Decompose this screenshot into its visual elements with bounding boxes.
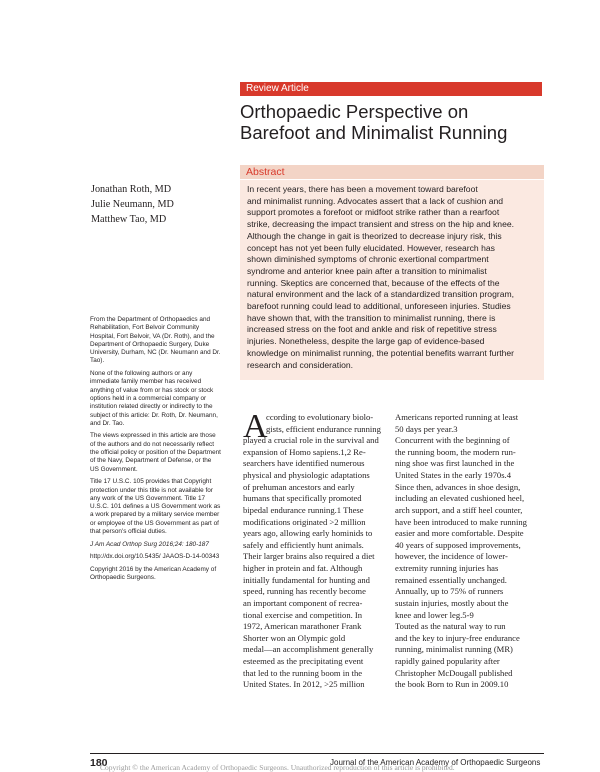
body-line: years ago, allowing early hominids to xyxy=(243,528,373,539)
disclosure: None of the following authors or any immediate family member has received anything of value from or has stock or stock options held in a commercial company or institution related directly or indirectly to the subject of this article: Dr. Roth, Dr. Neumann, and Dr. Tao. xyxy=(90,370,218,427)
body-line: the running boom, the modern run- xyxy=(395,446,516,457)
body-line: expansion of Homo sapiens.1,2 Re- xyxy=(243,446,366,457)
body-line: ccording to evolutionary biolo- xyxy=(266,412,374,422)
abstract-line: strike, decreasing the impact transient and stress on the hip and knee. xyxy=(247,219,515,230)
body-line: played a crucial role in the survival and xyxy=(243,435,379,446)
body-line: the book Born to Run in 2009.10 xyxy=(395,679,509,690)
body-line: sustain injuries, mostly about the xyxy=(395,597,509,608)
author-list xyxy=(91,183,174,227)
body-line: initially fundamental for hunting and xyxy=(243,574,370,585)
body-line: extremity running injuries has xyxy=(395,563,499,574)
abstract-line: increased stress on the foot and ankle and risk of repetitive stress xyxy=(247,324,497,335)
abstract-line: knowledge on minimalist running, the potential benefits warrant further xyxy=(247,347,515,358)
body-line: tional exercise and competition. In xyxy=(243,609,363,620)
body-line: Since then, advances in shoe design, xyxy=(395,481,521,492)
abstract-label: Abstract xyxy=(246,166,285,178)
citation: J Am Acad Orthop Surg 2016;24: 180-187 xyxy=(90,540,209,548)
author-name: Jonathan Roth, MD xyxy=(91,184,172,195)
footer-rule xyxy=(90,753,544,754)
body-line: 40 years of supposed improvements, xyxy=(395,539,521,550)
body-line: of prehuman ancestors and early xyxy=(243,481,355,492)
body-line: knee and lower leg.5-9 xyxy=(395,609,474,620)
body-line: running, minimalist running (MR) xyxy=(395,644,513,655)
body-line: remained essentially unchanged. xyxy=(395,574,507,585)
body-line: 50 days per year.3 xyxy=(395,423,458,434)
body-line: Shorter won an Olympic gold xyxy=(243,632,346,643)
body-line: medal—an accomplishment generally xyxy=(243,644,374,655)
body-line: searchers have identified numerous xyxy=(243,458,365,469)
abstract-line: research and consideration. xyxy=(247,359,354,370)
body-line: have been introduced to make running xyxy=(395,516,527,527)
drop-cap: A xyxy=(243,408,268,445)
abstract-line: shown diminished symptoms of chronic exertional compartment xyxy=(247,254,489,265)
body-line: Americans reported running at least xyxy=(395,412,519,422)
abstract-line: and minimalist running. Advocates assert that a lack of cushion and xyxy=(247,195,504,206)
body-line: however, the incidence of lower- xyxy=(395,551,508,562)
body-line: higher in protein and fat. Although xyxy=(243,563,363,574)
body-line: physical and physiologic adaptations xyxy=(243,470,370,481)
body-line: an important component of recrea- xyxy=(243,597,363,608)
title-line: Barefoot and Minimalist Running xyxy=(240,122,508,143)
body-line: United States in the early 1970s.4 xyxy=(395,470,511,481)
abstract-line: In recent years, there has been a movement toward barefoot xyxy=(247,184,478,194)
copyright-notice: Copyright 2016 by the American Academy of Orthopaedic Surgeons. xyxy=(90,565,217,582)
body-line: modifications originated >2 million xyxy=(243,516,366,527)
body-line: safely and efficiently hunt animals. xyxy=(243,539,364,550)
copyright-footer: Copyright © the American Academy of Orthopaedic Surgeons. Unauthorized reproduction of this article is prohibited. xyxy=(100,763,455,772)
author-name: Matthew Tao, MD xyxy=(91,213,167,225)
abstract-line: concept has not yet been fully elucidated. However, research has xyxy=(247,242,495,253)
body-line: easier and more comfortable. Despite xyxy=(395,528,524,539)
body-line: esteemed as the precipitating event xyxy=(243,656,364,667)
body-line: arch support, and a stiff heel counter, xyxy=(395,504,523,515)
body-line: rapidly gained popularity after xyxy=(395,656,500,667)
abstract-line: syndrome and anterior knee pain after a transition to minimalist xyxy=(247,265,487,276)
abstract-line: have shown that, with the transition to minimalist running, there is xyxy=(247,312,496,323)
body-line: gists, efficient endurance running xyxy=(266,423,381,434)
journal-name: Journal of the American Academy of Orthopaedic Surgeons xyxy=(330,758,541,767)
article-title xyxy=(240,101,560,143)
author-name: Julie Neumann, MD xyxy=(91,198,174,210)
body-line: Their larger brains also required a diet xyxy=(243,551,375,562)
title-line: Orthopaedic Perspective on xyxy=(240,101,469,122)
abstract-line: running. Skeptics are concerned that, because of the effects of the xyxy=(247,277,500,288)
body-line: Touted as the natural way to run xyxy=(395,621,506,632)
body-line: speed, running has recently become xyxy=(243,586,366,597)
abstract-line: injuries. Nonetheless, despite the large gap of evidence-based xyxy=(247,336,485,347)
abstract-line: Although the change in gait is theorized to decrease injury risk, this xyxy=(247,230,502,241)
body-line: that led to the running boom in the xyxy=(243,667,363,678)
doi-link[interactable]: http://dx.doi.org/10.5435/ JAAOS-D-14-00343 xyxy=(90,553,220,561)
abstract-line: support promotes a forefoot or midfoot strike rather than a rearfoot xyxy=(247,207,500,218)
disclaimer: The views expressed in this article are those of the authors and do not necessarily reflect the official policy or position of the Department of the Navy, Department of Defense, or the US Government. xyxy=(90,432,221,473)
body-line: Christopher McDougall published xyxy=(395,667,513,678)
body-line: and the key to injury-free endurance xyxy=(395,632,520,643)
affiliation-sidebar xyxy=(90,316,222,587)
abstract-line: natural environment and the lack of a standardized transition program, xyxy=(247,289,515,300)
body-line: humans that specifically promoted xyxy=(243,493,362,504)
copyright-statute: Title 17 U.S.C. 105 provides that Copyright protection under this title is not available for any work of the US Government. Title 17 U.S.C. 101 defines a US Government work as a work prepared by a military service member or employee of the US Government as part of that person's official duties. xyxy=(90,478,221,536)
affiliations: From the Department of Orthopaedics and Rehabilitation, Fort Belvoir Community Hospital, Fort Belvoir, VA (Dr. Roth), and the Department of Orthopaedic Surgery, Duke University, Durham, NC (Dr. Neumann and Dr. Tao). xyxy=(90,316,221,365)
body-line: United States. In 2012, >25 million xyxy=(243,679,365,690)
article-type: Review Article xyxy=(246,83,309,94)
body-line: Concurrent with the beginning of xyxy=(395,435,510,446)
body-line: 1972, American marathoner Frank xyxy=(243,621,362,632)
abstract-line: barefoot running could lead to additional, unforeseen injuries. Studies xyxy=(247,301,511,311)
body-line: including an elevated cushioned heel, xyxy=(395,493,525,504)
body-line: bipedal endurance running.1 These xyxy=(243,504,364,515)
page-number: 180 xyxy=(90,757,108,769)
abstract-header xyxy=(240,165,544,179)
body-line: Annually, up to 75% of runners xyxy=(395,586,504,597)
body-line: ning shoe was first launched in the xyxy=(395,458,515,469)
